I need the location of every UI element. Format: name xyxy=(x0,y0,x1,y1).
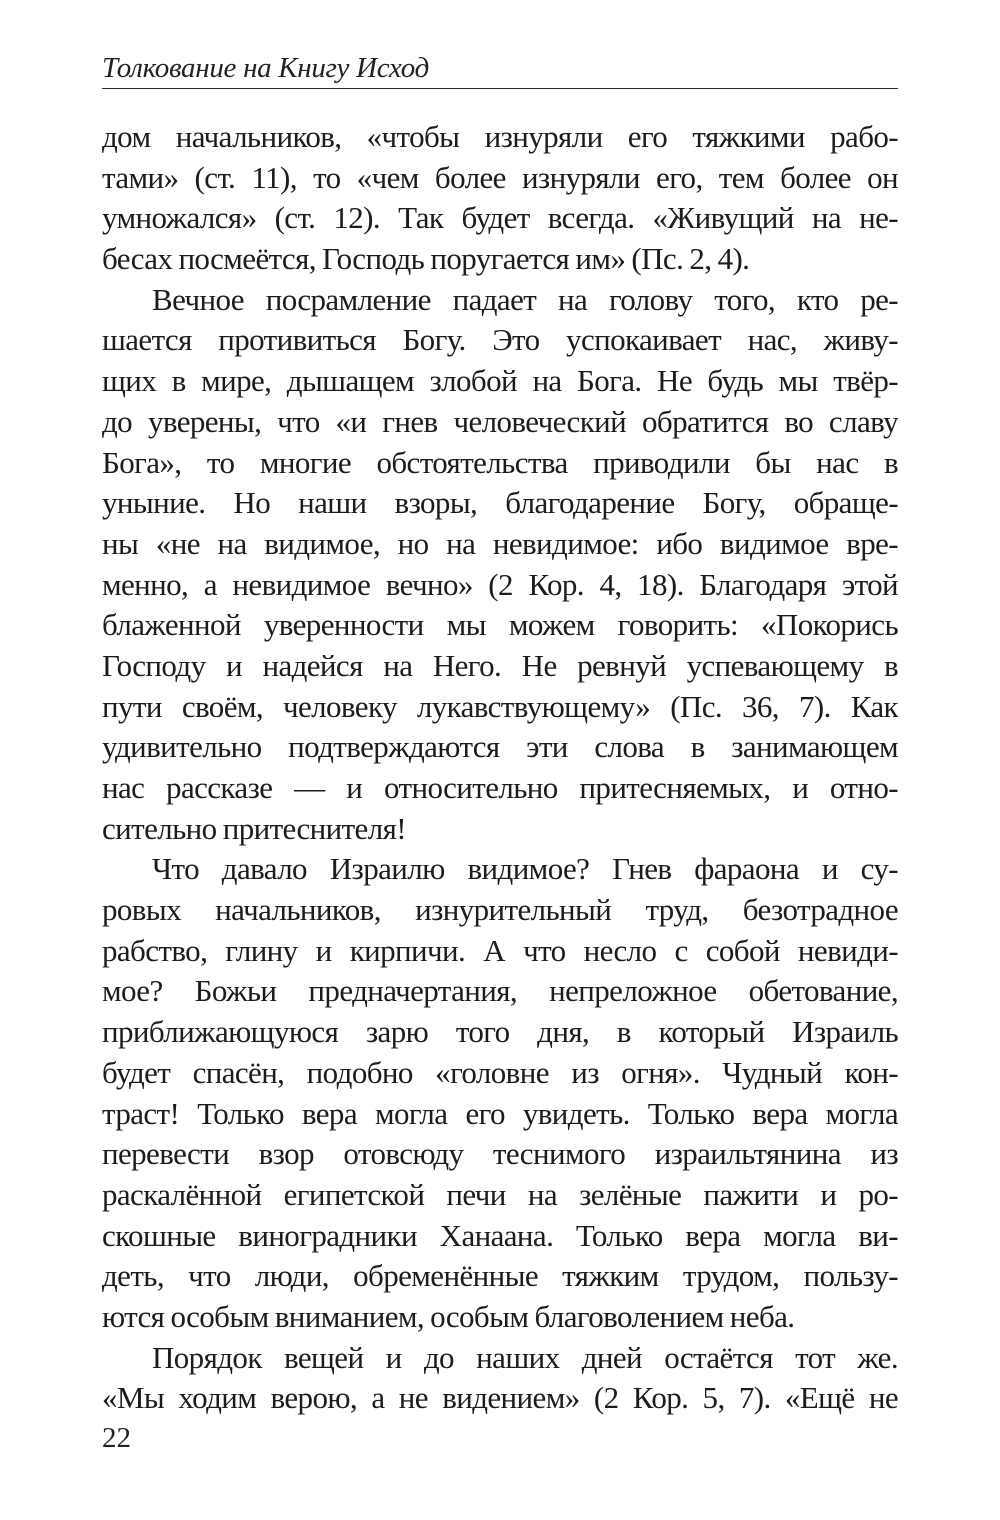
text-line: мое? Божьи предначертания, непреложное обетование, xyxy=(102,973,898,1009)
text-line: Что давало Израилю видимое? Гнев фараона и су- xyxy=(152,851,898,887)
text-line: скошные виноградники Ханаана. Только вера могла ви- xyxy=(102,1217,898,1253)
text-line: «Мы ходим верою, а не видением» (2 Кор. 5, 7). «Ещё не xyxy=(102,1380,898,1416)
text-line: дом начальников, «чтобы изнуряли его тяжкими рабо- xyxy=(102,119,898,154)
text-line: шается противиться Богу. Это успокаивает нас, живу- xyxy=(102,322,898,358)
running-head: Толкование на Книгу Исход xyxy=(102,52,429,84)
page-number: 22 xyxy=(102,1422,131,1454)
text-line: рабство, глину и кирпичи. А что несло с собой невиди- xyxy=(102,932,898,968)
text-line: ются особым вниманием, особым благоволением неба. xyxy=(102,1298,795,1334)
text-line: уныние. Но наши взоры, благодарение Богу, обраще- xyxy=(102,485,898,521)
text-line: будет спасён, подобно «головне из огня». Чудный кон- xyxy=(102,1054,898,1090)
header-rule xyxy=(102,88,898,89)
paragraph xyxy=(102,1338,898,1419)
text-line: Порядок вещей и до наших дней остаётся тот же. xyxy=(152,1339,898,1375)
text-line: траст! Только вера могла его увидеть. Только вера могла xyxy=(102,1095,898,1131)
text-line: Бога», то многие обстоятельства приводили бы нас в xyxy=(102,444,898,480)
text-line: сительно притеснителя! xyxy=(102,810,406,846)
text-line: ны «не на видимое, но на невидимое: ибо видимое вре- xyxy=(102,525,898,561)
text-line: перевести взор отовсюду теснимого израильтянина из xyxy=(102,1136,898,1172)
body-text xyxy=(102,117,898,1419)
text-line: Господу и надейся на Него. Не ревнуй успевающему в xyxy=(102,647,898,683)
text-line: менно, а невидимое вечно» (2 Кор. 4, 18). Благодаря этой xyxy=(102,566,898,602)
text-line: деть, что люди, обременённые тяжким трудом, пользу- xyxy=(102,1258,898,1294)
text-line: бесах посмеётся, Господь поругается им» (Пс. 2, 4). xyxy=(102,241,750,277)
text-line: щих в мире, дышащем злобой на Бога. Не будь мы твёр- xyxy=(102,363,898,399)
text-line: Вечное посрамление падает на голову того, кто ре- xyxy=(152,281,898,317)
text-line: блаженной уверенности мы можем говорить: «Покорись xyxy=(102,607,898,643)
text-line: нас рассказе — и относительно притесняемых, и отно- xyxy=(102,770,898,805)
paragraph xyxy=(102,280,898,850)
text-line: тами» (ст. 11), то «чем более изнуряли его, тем более он xyxy=(102,159,898,195)
text-line: умножался» (ст. 12). Так будет всегда. «Живущий на не- xyxy=(102,200,898,236)
text-line: ровых начальников, изнурительный труд, безотрадное xyxy=(102,892,898,928)
text-line: пути своём, человеку лукавствующему» (Пс. 36, 7). Как xyxy=(102,688,898,724)
text-line: до уверены, что «и гнев человеческий обратится во славу xyxy=(102,403,898,439)
text-line: приближающуюся зарю того дня, в который Израиль xyxy=(102,1014,898,1050)
text-line: раскалённой египетской печи на зелёные пажити и ро- xyxy=(102,1176,898,1212)
paragraph xyxy=(102,117,898,280)
text-line: удивительно подтверждаются эти слова в занимающем xyxy=(102,729,898,765)
paragraph xyxy=(102,849,898,1337)
